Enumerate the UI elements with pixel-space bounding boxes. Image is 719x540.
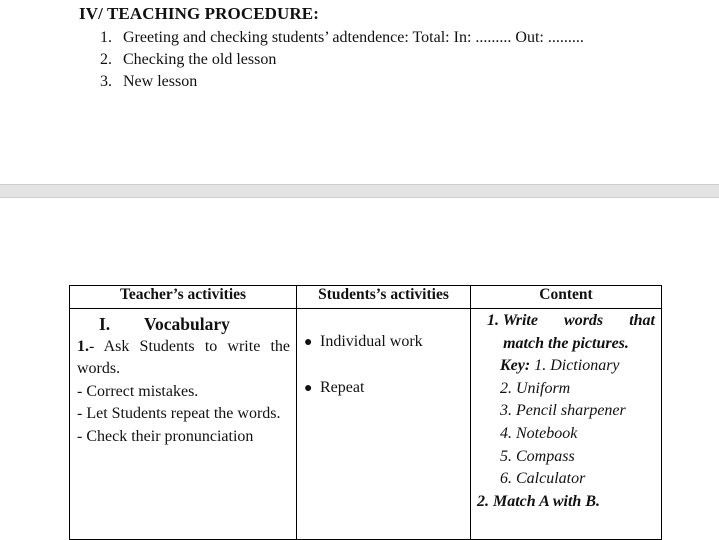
list-item: 2. Uniform [500,379,571,397]
content-header: Content [471,286,662,309]
list-item: 6. Calculator [500,470,586,488]
list-item: ● Repeat [304,377,470,423]
bullet-icon: ● [304,381,313,396]
section-heading: IV/ TEACHING PROCEDURE: [79,4,320,23]
answer-key: Key: 1. Dictionary [500,357,620,375]
list-item: 4. Notebook [500,424,578,442]
task-1-heading: 1. Write words that [487,312,655,329]
list-item: 2. Checking the old lesson [100,51,277,68]
activity-line: - Correct mistakes. [77,382,199,400]
document-page-top [0,0,719,184]
lesson-table [69,285,662,540]
list-item: ● Individual work [304,331,470,377]
task-1-heading-cont: match the pictures. [503,334,629,352]
step-text: 1.- Ask Students to write the words. [77,337,290,378]
list-item: 5. Compass [500,447,575,465]
list-item: 1. Greeting and checking students’ adtendence: Total: In: ......... Out: ......... [100,29,584,46]
teacher-activities-header: Teacher’s activities [70,286,297,309]
students-activities-cell [297,309,471,540]
activity-line: - Check their pronunciation [77,427,254,445]
list-item: 3. New lesson [100,73,198,90]
page-break-separator [0,184,719,198]
task-2-heading: 2. Match A with B. [477,492,600,510]
students-activities-header: Students’s activities [297,286,471,309]
bullet-icon: ● [304,335,313,350]
table-row [70,309,662,540]
procedure-list [100,27,584,93]
content-cell [471,309,662,540]
list-item: 3. Pencil sharpener [500,402,626,420]
activity-line: - Let Students repeat the words. [77,405,281,423]
teacher-activities-cell [70,309,297,540]
vocabulary-title: I. Vocabulary [99,314,230,334]
table-header-row [70,286,662,309]
